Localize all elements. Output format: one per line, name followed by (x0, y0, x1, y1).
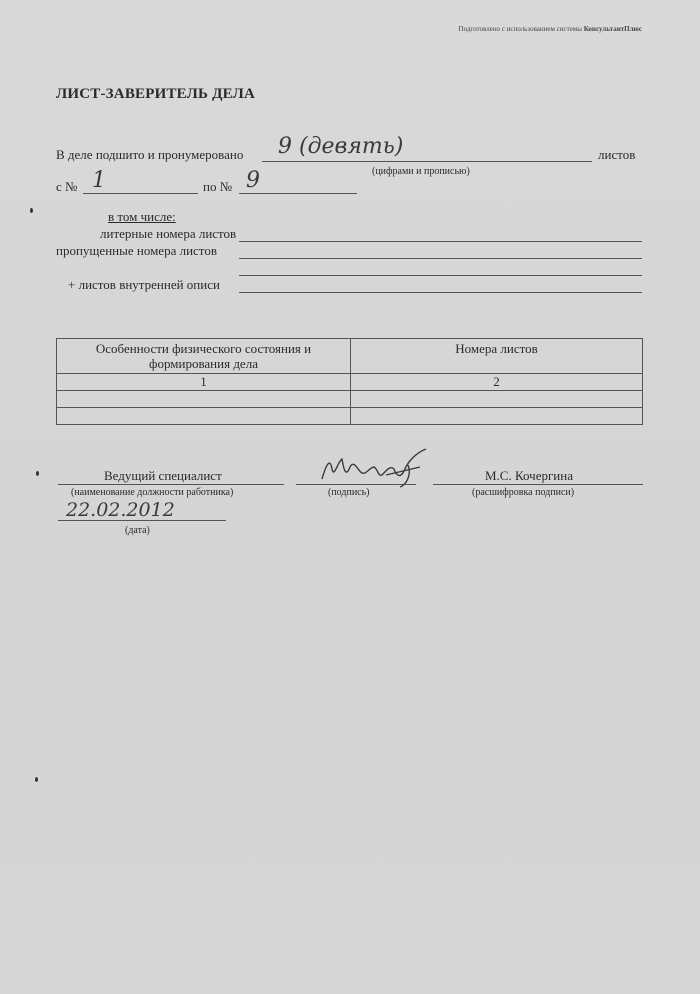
name-underline (433, 484, 643, 485)
handwritten-signature (316, 445, 436, 490)
missing-underline (239, 258, 642, 259)
header-note-brand: КонсультантПлюс (583, 25, 642, 33)
table-header-cell: Особенности физического состояния и формирования дела (57, 339, 351, 374)
position-underline (58, 484, 284, 485)
name-hint: (расшифровка подписи) (472, 487, 575, 498)
date-hint: (дата) (125, 525, 150, 536)
page-title: ЛИСТ-ЗАВЕРИТЕЛЬ ДЕЛА (56, 86, 256, 102)
scan-speck (35, 777, 38, 782)
sewn-handwritten-value: 9 (девять) (278, 134, 404, 159)
physical-state-table (56, 338, 643, 425)
table-cell (57, 391, 351, 408)
table-cell (57, 408, 351, 425)
table-cell (351, 391, 643, 408)
range-to-label: по № (203, 179, 233, 194)
table-header-row (57, 339, 643, 374)
inner-inventory-label: + листов внутренней описи (68, 277, 220, 292)
including-label: в том числе: (108, 209, 176, 224)
table-row (57, 391, 643, 408)
range-from-label: с № (56, 179, 78, 194)
handwritten-date: 22.02.2012 (66, 499, 175, 521)
sewn-underline (262, 161, 592, 162)
inner-underline (239, 292, 642, 293)
scan-speck (36, 471, 39, 476)
position-hint: (наименование должности работника) (71, 487, 234, 498)
scan-speck (30, 208, 33, 213)
literal-label: литерные номера листов (100, 226, 237, 241)
position-value: Ведущий специалист (104, 468, 222, 483)
range-from-value: 1 (92, 168, 106, 193)
consultant-header-note (380, 25, 642, 33)
range-to-value: 9 (246, 168, 260, 193)
table-header-cell: Номера листов (351, 339, 643, 374)
sewn-label: В деле подшито и пронумеровано (56, 147, 244, 162)
table-cell (351, 408, 643, 425)
name-value: М.С. Кочергина (485, 468, 573, 483)
missing-label: пропущенные номера листов (56, 243, 217, 258)
header-note-text: Подготовлено с использованием системы (458, 25, 584, 33)
date-underline (58, 520, 226, 521)
table-number-cell: 2 (351, 374, 643, 391)
sewn-suffix: листов (598, 147, 636, 162)
range-from-underline (83, 193, 198, 194)
literal-underline (239, 241, 642, 242)
signature-hint: (подпись) (328, 487, 370, 498)
range-to-underline (239, 193, 357, 194)
table-number-row (57, 374, 643, 391)
table-number-cell: 1 (57, 374, 351, 391)
extra-underline (239, 275, 642, 276)
table-row (57, 408, 643, 425)
sewn-hint: (цифрами и прописью) (372, 166, 470, 177)
